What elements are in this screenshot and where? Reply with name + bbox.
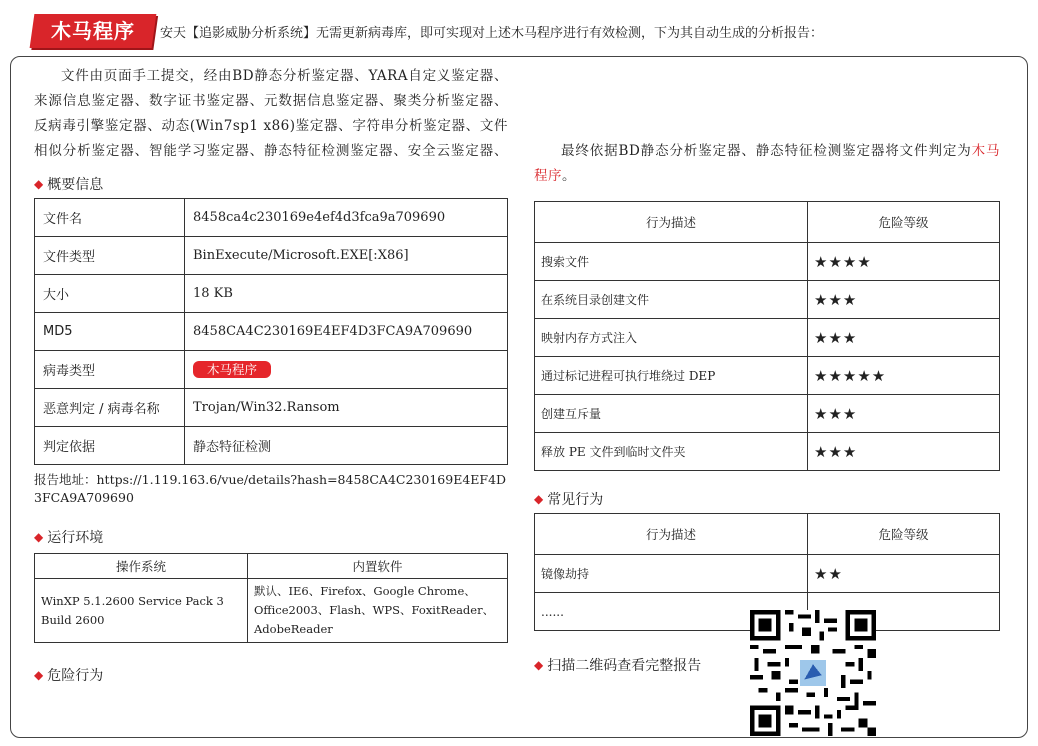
environment-table	[34, 553, 508, 643]
behavior-desc: 镜像劫持	[535, 555, 808, 593]
software-header: 内置软件	[248, 554, 508, 579]
diamond-icon: ◆	[34, 177, 44, 191]
table-row	[35, 313, 508, 351]
software-value: 默认、IE6、Firefox、Google Chrome、Office2003、Flash、WPS、FoxitReader、AdobeReader	[248, 579, 508, 643]
common-title: 常见行为	[547, 492, 604, 508]
diamond-icon: ◆	[534, 492, 544, 506]
intro-text: 安天【追影威胁分析系统】无需更新病毒库，即可实现对上述木马程序进行有效检测，下为其自动生成的分析报告：	[160, 26, 824, 41]
behavior-desc: 创建互斥量	[535, 395, 808, 433]
level-header: 危险等级	[808, 514, 1000, 555]
os-header: 操作系统	[35, 554, 248, 579]
verdict-key: 恶意判定 / 病毒名称	[35, 389, 185, 427]
filetype-key: 文件类型	[35, 237, 185, 275]
table-header-row	[35, 554, 508, 579]
danger-title: 危险行为	[47, 668, 104, 684]
diamond-icon: ◆	[34, 530, 44, 544]
table-row	[535, 395, 1000, 433]
table-row	[535, 357, 1000, 395]
table-row	[35, 199, 508, 237]
left-column	[34, 64, 508, 685]
md5-key: MD5	[35, 313, 185, 351]
table-row	[535, 319, 1000, 357]
basis-key: 判定依据	[35, 427, 185, 465]
behavior-desc: ......	[535, 593, 808, 631]
filetype-value: BinExecute/Microsoft.EXE[:X86]	[185, 237, 508, 275]
virus-type-key: 病毒类型	[35, 351, 185, 389]
behavior-desc: 搜索文件	[535, 243, 808, 281]
danger-level-stars: ★★★	[808, 319, 1000, 357]
level-header: 危险等级	[808, 202, 1000, 243]
desc-header: 行为描述	[535, 202, 808, 243]
right-column	[534, 64, 1000, 675]
danger-level-stars: ★★★	[808, 433, 1000, 471]
report-address: 报告地址：https://1.119.163.6/vue/details?hash=8458CA4C230169E4EF4D3FCA9A709690	[34, 472, 507, 505]
table-row	[35, 427, 508, 465]
para2-prefix: 最终依据BD静态分析鉴定器、静态特征检测鉴定器将文件判定为	[561, 143, 972, 159]
environment-title: 运行环境	[47, 530, 104, 546]
table-header-row	[535, 514, 1000, 555]
behavior-desc: 映射内存方式注入	[535, 319, 808, 357]
verdict-highlight: 木马程序	[534, 143, 1000, 184]
qr-code-icon[interactable]	[750, 610, 876, 736]
filename-value: 8458ca4c230169e4ef4d3fca9a709690	[185, 199, 508, 237]
overview-title: 概要信息	[47, 177, 104, 193]
table-row	[535, 281, 1000, 319]
environment-heading	[34, 527, 508, 547]
desc-header: 行为描述	[535, 514, 808, 555]
qr-label: 扫描二维码查看完整报告	[547, 658, 702, 674]
table-row	[35, 237, 508, 275]
diamond-icon: ◆	[34, 668, 44, 682]
description-para2	[534, 139, 1000, 189]
table-row	[535, 243, 1000, 281]
description-para1: 文件由页面手工提交，经由BD静态分析鉴定器、YARA自定义鉴定器、来源信息鉴定器、数字证书鉴定器、元数据信息鉴定器、聚类分析鉴定器、反病毒引擎鉴定器、动态(Win7sp1 x86)鉴定器、字符串分析鉴定器、文件相似分析鉴定器、智能学习鉴定器、静态特征检测鉴定器、安全云鉴定器、	[34, 68, 508, 159]
category-tag: 木马程序	[30, 14, 157, 48]
table-row	[35, 579, 508, 643]
table-header-row	[535, 202, 1000, 243]
basis-value: 静态特征检测	[185, 427, 508, 465]
behavior-desc: 通过标记进程可执行堆绕过 DEP	[535, 357, 808, 395]
table-row	[535, 433, 1000, 471]
size-key: 大小	[35, 275, 185, 313]
diamond-icon: ◆	[534, 658, 544, 672]
overview-table	[34, 198, 508, 465]
os-value: WinXP 5.1.2600 Service Pack 3 Build 2600	[35, 579, 248, 643]
danger-level-stars: ★★★	[808, 395, 1000, 433]
danger-level-stars: ★★★★	[808, 243, 1000, 281]
filename-key: 文件名	[35, 199, 185, 237]
danger-heading	[34, 665, 508, 685]
danger-level-stars: ★★★	[808, 281, 1000, 319]
overview-heading	[34, 174, 508, 194]
table-row	[35, 275, 508, 313]
size-value: 18 KB	[185, 275, 508, 313]
danger-level-stars: ★★	[808, 555, 1000, 593]
danger-level-stars: ★★★★★	[808, 357, 1000, 395]
danger-table	[534, 201, 1000, 471]
verdict-value: Trojan/Win32.Ransom	[185, 389, 508, 427]
table-row	[35, 389, 508, 427]
md5-value: 8458CA4C230169E4EF4D3FCA9A709690	[185, 313, 508, 351]
para2-suffix: 。	[562, 168, 576, 184]
virus-type-badge: 木马程序	[193, 361, 271, 378]
behavior-desc: 在系统目录创建文件	[535, 281, 808, 319]
table-row	[35, 351, 508, 389]
table-row	[535, 555, 1000, 593]
common-heading	[534, 489, 1000, 509]
behavior-desc: 释放 PE 文件到临时文件夹	[535, 433, 808, 471]
